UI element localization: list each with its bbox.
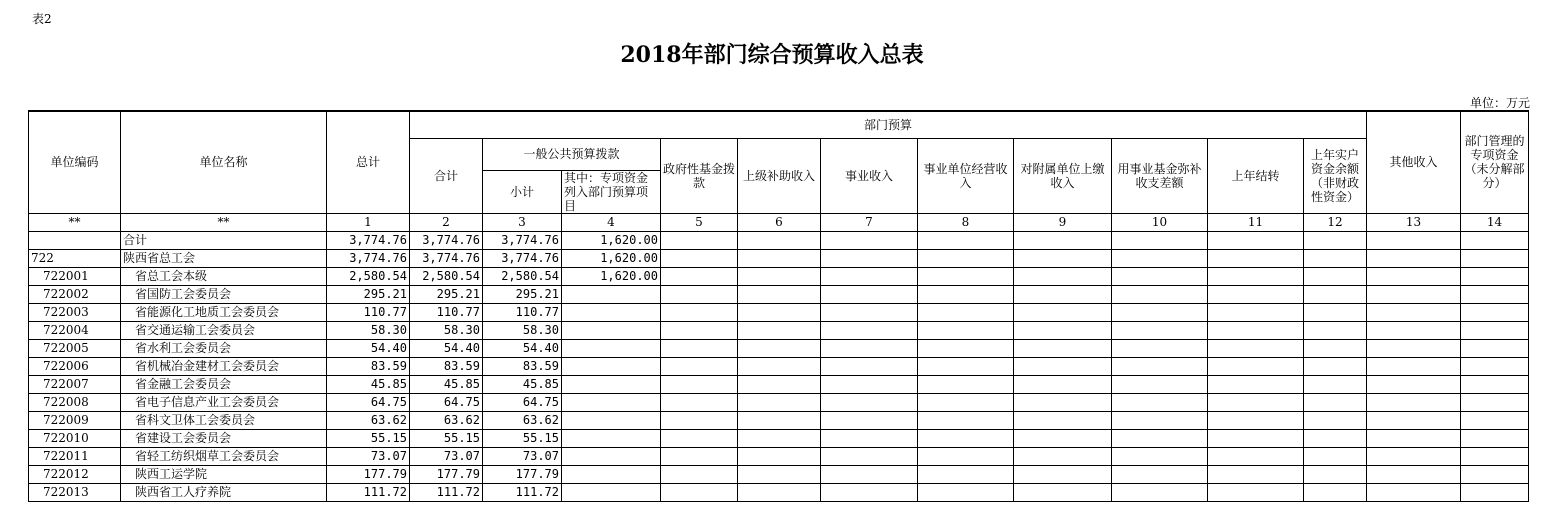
- empty-cell: [821, 357, 918, 375]
- empty-cell: [821, 429, 918, 447]
- empty-cell: [661, 285, 738, 303]
- sum-cell: 64.75: [410, 393, 483, 411]
- unit-code-cell: 722005: [29, 339, 121, 357]
- empty-cell: [1208, 339, 1304, 357]
- sum-cell: 73.07: [410, 447, 483, 465]
- subtotal-cell: 55.15: [483, 429, 562, 447]
- empty-cell: [1367, 483, 1461, 501]
- empty-cell: [661, 483, 738, 501]
- sum-cell: 3,774.76: [410, 249, 483, 267]
- empty-cell: [1112, 285, 1208, 303]
- empty-cell: [1367, 231, 1461, 249]
- header-business-income: 事业收入: [821, 138, 918, 213]
- subtotal-cell: 54.40: [483, 339, 562, 357]
- special-funds-cell: [562, 411, 661, 429]
- total-cell: 54.40: [327, 339, 410, 357]
- empty-cell: [738, 321, 821, 339]
- unit-code-cell: 722004: [29, 321, 121, 339]
- special-funds-cell: 1,620.00: [562, 231, 661, 249]
- empty-cell: [1208, 357, 1304, 375]
- total-cell: 83.59: [327, 357, 410, 375]
- header-sum: 合计: [410, 138, 483, 213]
- empty-cell: [661, 465, 738, 483]
- empty-cell: [1461, 429, 1529, 447]
- empty-cell: [1367, 321, 1461, 339]
- empty-cell: [918, 321, 1014, 339]
- empty-cell: [1367, 447, 1461, 465]
- sum-cell: 295.21: [410, 285, 483, 303]
- empty-cell: [1367, 411, 1461, 429]
- empty-cell: [918, 429, 1014, 447]
- sum-cell: 45.85: [410, 375, 483, 393]
- total-cell: 55.15: [327, 429, 410, 447]
- unit-name-cell: 省建设工会委员会: [121, 429, 327, 447]
- empty-cell: [661, 267, 738, 285]
- table-row: [29, 465, 1529, 483]
- empty-cell: [1112, 339, 1208, 357]
- empty-cell: [1304, 339, 1367, 357]
- unit-name-cell: 省轻工纺织烟草工会委员会: [121, 447, 327, 465]
- empty-cell: [918, 249, 1014, 267]
- empty-cell: [738, 411, 821, 429]
- empty-cell: [1461, 357, 1529, 375]
- unit-label: 单位：万元: [1469, 96, 1530, 110]
- empty-cell: [1014, 393, 1112, 411]
- empty-cell: [738, 357, 821, 375]
- empty-cell: [1014, 285, 1112, 303]
- empty-cell: [1208, 447, 1304, 465]
- empty-cell: [1461, 321, 1529, 339]
- subtotal-cell: 177.79: [483, 465, 562, 483]
- header-special-funds: 其中：专项资金列入部门预算项目: [562, 170, 661, 213]
- column-index-cell: 4: [562, 213, 661, 231]
- empty-cell: [918, 375, 1014, 393]
- sum-cell: 83.59: [410, 357, 483, 375]
- empty-cell: [1461, 339, 1529, 357]
- header-affiliated-income: 对附属单位上缴收入: [1014, 138, 1112, 213]
- empty-cell: [821, 375, 918, 393]
- empty-cell: [1014, 411, 1112, 429]
- header-total: 总计: [327, 111, 410, 213]
- empty-cell: [1367, 465, 1461, 483]
- subtotal-cell: 295.21: [483, 285, 562, 303]
- empty-cell: [1367, 429, 1461, 447]
- empty-cell: [918, 357, 1014, 375]
- empty-cell: [821, 303, 918, 321]
- empty-cell: [661, 231, 738, 249]
- empty-cell: [738, 231, 821, 249]
- empty-cell: [821, 339, 918, 357]
- total-cell: 3,774.76: [327, 231, 410, 249]
- budget-table: [28, 110, 1529, 502]
- sum-cell: 110.77: [410, 303, 483, 321]
- empty-cell: [1304, 321, 1367, 339]
- column-index-cell: 14: [1461, 213, 1529, 231]
- empty-cell: [918, 285, 1014, 303]
- total-cell: 177.79: [327, 465, 410, 483]
- empty-cell: [1112, 231, 1208, 249]
- unit-name-cell: 陕西工运学院: [121, 465, 327, 483]
- empty-cell: [1304, 357, 1367, 375]
- empty-cell: [1304, 375, 1367, 393]
- column-index-cell: **: [121, 213, 327, 231]
- empty-cell: [1112, 375, 1208, 393]
- empty-cell: [1208, 465, 1304, 483]
- table-row: [29, 231, 1529, 249]
- empty-cell: [661, 429, 738, 447]
- empty-cell: [918, 267, 1014, 285]
- empty-cell: [738, 249, 821, 267]
- header-business-unit-income: 事业单位经营收入: [918, 138, 1014, 213]
- empty-cell: [821, 393, 918, 411]
- total-cell: 73.07: [327, 447, 410, 465]
- unit-name-cell: 省交通运输工会委员会: [121, 321, 327, 339]
- empty-cell: [821, 447, 918, 465]
- special-funds-cell: [562, 393, 661, 411]
- empty-cell: [1304, 231, 1367, 249]
- empty-cell: [1208, 285, 1304, 303]
- empty-cell: [1461, 483, 1529, 501]
- empty-cell: [661, 411, 738, 429]
- empty-cell: [1112, 465, 1208, 483]
- empty-cell: [1304, 447, 1367, 465]
- empty-cell: [1304, 393, 1367, 411]
- empty-cell: [918, 411, 1014, 429]
- subtotal-cell: 45.85: [483, 375, 562, 393]
- empty-cell: [1208, 483, 1304, 501]
- empty-cell: [821, 483, 918, 501]
- total-cell: 64.75: [327, 393, 410, 411]
- table-row: [29, 285, 1529, 303]
- unit-code-cell: 722010: [29, 429, 121, 447]
- empty-cell: [1367, 339, 1461, 357]
- empty-cell: [1208, 249, 1304, 267]
- empty-cell: [1112, 429, 1208, 447]
- empty-cell: [821, 321, 918, 339]
- header-code: 单位编码: [29, 111, 121, 213]
- empty-cell: [918, 393, 1014, 411]
- table-row: [29, 357, 1529, 375]
- header-subtotal: 小计: [483, 170, 562, 213]
- empty-cell: [918, 339, 1014, 357]
- unit-name-cell: 省总工会本级: [121, 267, 327, 285]
- empty-cell: [1208, 231, 1304, 249]
- empty-cell: [821, 267, 918, 285]
- special-funds-cell: 1,620.00: [562, 249, 661, 267]
- table-row: [29, 303, 1529, 321]
- subtotal-cell: 3,774.76: [483, 249, 562, 267]
- unit-code-cell: 722006: [29, 357, 121, 375]
- empty-cell: [738, 303, 821, 321]
- subtotal-cell: 64.75: [483, 393, 562, 411]
- unit-code-cell: 722013: [29, 483, 121, 501]
- unit-name-cell: 省能源化工地质工会委员会: [121, 303, 327, 321]
- subtotal-cell: 110.77: [483, 303, 562, 321]
- total-cell: 45.85: [327, 375, 410, 393]
- column-index-cell: 13: [1367, 213, 1461, 231]
- column-index-cell: 5: [661, 213, 738, 231]
- subtotal-cell: 73.07: [483, 447, 562, 465]
- empty-cell: [1304, 249, 1367, 267]
- subtotal-cell: 83.59: [483, 357, 562, 375]
- empty-cell: [1367, 357, 1461, 375]
- empty-cell: [738, 429, 821, 447]
- empty-cell: [1014, 429, 1112, 447]
- empty-cell: [661, 447, 738, 465]
- empty-cell: [738, 393, 821, 411]
- total-cell: 3,774.76: [327, 249, 410, 267]
- special-funds-cell: [562, 375, 661, 393]
- empty-cell: [1208, 411, 1304, 429]
- table-row: [29, 249, 1529, 267]
- empty-cell: [1112, 447, 1208, 465]
- empty-cell: [918, 447, 1014, 465]
- column-index-cell: 9: [1014, 213, 1112, 231]
- empty-cell: [1014, 375, 1112, 393]
- unit-name-cell: 省科文卫体工会委员会: [121, 411, 327, 429]
- empty-cell: [738, 339, 821, 357]
- empty-cell: [1461, 249, 1529, 267]
- sum-cell: 55.15: [410, 429, 483, 447]
- sum-cell: 111.72: [410, 483, 483, 501]
- unit-code-cell: 722009: [29, 411, 121, 429]
- empty-cell: [918, 483, 1014, 501]
- header-gov-fund: 政府性基金拨款: [661, 138, 738, 213]
- empty-cell: [918, 465, 1014, 483]
- empty-cell: [821, 285, 918, 303]
- unit-code-cell: 722007: [29, 375, 121, 393]
- empty-cell: [1014, 339, 1112, 357]
- sum-cell: 177.79: [410, 465, 483, 483]
- empty-cell: [1461, 231, 1529, 249]
- empty-cell: [738, 375, 821, 393]
- column-index-cell: 12: [1304, 213, 1367, 231]
- empty-cell: [1014, 357, 1112, 375]
- empty-cell: [1304, 303, 1367, 321]
- empty-cell: [1112, 249, 1208, 267]
- sum-cell: 63.62: [410, 411, 483, 429]
- unit-code-cell: [29, 231, 121, 249]
- special-funds-cell: [562, 465, 661, 483]
- empty-cell: [1461, 303, 1529, 321]
- empty-cell: [1208, 303, 1304, 321]
- subtotal-cell: 3,774.76: [483, 231, 562, 249]
- unit-name-cell: 合计: [121, 231, 327, 249]
- total-cell: 63.62: [327, 411, 410, 429]
- empty-cell: [1112, 483, 1208, 501]
- total-cell: 111.72: [327, 483, 410, 501]
- empty-cell: [738, 447, 821, 465]
- page-title: 2018年部门综合预算收入总表: [620, 42, 924, 68]
- header-fund-offset: 用事业基金弥补收支差额: [1112, 138, 1208, 213]
- unit-name-cell: 陕西省总工会: [121, 249, 327, 267]
- empty-cell: [1367, 393, 1461, 411]
- column-index-cell: 3: [483, 213, 562, 231]
- subtotal-cell: 111.72: [483, 483, 562, 501]
- empty-cell: [1461, 267, 1529, 285]
- empty-cell: [1304, 483, 1367, 501]
- empty-cell: [1304, 411, 1367, 429]
- special-funds-cell: [562, 321, 661, 339]
- special-funds-cell: [562, 429, 661, 447]
- empty-cell: [1208, 429, 1304, 447]
- subtotal-cell: 63.62: [483, 411, 562, 429]
- empty-cell: [661, 357, 738, 375]
- empty-cell: [1014, 447, 1112, 465]
- empty-cell: [1461, 465, 1529, 483]
- special-funds-cell: [562, 285, 661, 303]
- empty-cell: [1014, 465, 1112, 483]
- special-funds-cell: [562, 339, 661, 357]
- special-funds-cell: 1,620.00: [562, 267, 661, 285]
- empty-cell: [1208, 267, 1304, 285]
- empty-cell: [821, 465, 918, 483]
- unit-name-cell: 省水利工会委员会: [121, 339, 327, 357]
- empty-cell: [738, 465, 821, 483]
- subtotal-cell: 58.30: [483, 321, 562, 339]
- unit-name-cell: 陕西省工人疗养院: [121, 483, 327, 501]
- unit-name-cell: 省国防工会委员会: [121, 285, 327, 303]
- empty-cell: [1367, 267, 1461, 285]
- empty-cell: [821, 249, 918, 267]
- column-index-cell: 2: [410, 213, 483, 231]
- empty-cell: [661, 321, 738, 339]
- empty-cell: [661, 249, 738, 267]
- empty-cell: [1014, 321, 1112, 339]
- empty-cell: [1014, 231, 1112, 249]
- table-row: [29, 429, 1529, 447]
- column-index-cell: 8: [918, 213, 1014, 231]
- empty-cell: [661, 375, 738, 393]
- empty-cell: [1367, 303, 1461, 321]
- sum-cell: 54.40: [410, 339, 483, 357]
- column-index-cell: 10: [1112, 213, 1208, 231]
- header-upper-subsidy: 上级补助收入: [738, 138, 821, 213]
- empty-cell: [1112, 321, 1208, 339]
- empty-cell: [1014, 249, 1112, 267]
- sum-cell: 2,580.54: [410, 267, 483, 285]
- empty-cell: [1112, 357, 1208, 375]
- empty-cell: [821, 231, 918, 249]
- unit-code-cell: 722: [29, 249, 121, 267]
- empty-cell: [1112, 303, 1208, 321]
- empty-cell: [1367, 285, 1461, 303]
- empty-cell: [918, 303, 1014, 321]
- empty-cell: [1112, 393, 1208, 411]
- empty-cell: [1208, 375, 1304, 393]
- total-cell: 58.30: [327, 321, 410, 339]
- unit-code-cell: 722008: [29, 393, 121, 411]
- sum-cell: 3,774.76: [410, 231, 483, 249]
- empty-cell: [738, 267, 821, 285]
- header-carryover: 上年结转: [1208, 138, 1304, 213]
- empty-cell: [1304, 465, 1367, 483]
- table-row: [29, 447, 1529, 465]
- table-row: [29, 375, 1529, 393]
- special-funds-cell: [562, 303, 661, 321]
- empty-cell: [1461, 393, 1529, 411]
- unit-code-cell: 722003: [29, 303, 121, 321]
- header-prior-balance: 上年实户资金余额（非财政性资金）: [1304, 138, 1367, 213]
- special-funds-cell: [562, 357, 661, 375]
- empty-cell: [661, 393, 738, 411]
- header-other-income: 其他收入: [1367, 111, 1461, 213]
- empty-cell: [1014, 483, 1112, 501]
- special-funds-cell: [562, 483, 661, 501]
- unit-name-cell: 省电子信息产业工会委员会: [121, 393, 327, 411]
- empty-cell: [1367, 249, 1461, 267]
- empty-cell: [738, 285, 821, 303]
- table-row: [29, 483, 1529, 501]
- total-cell: 110.77: [327, 303, 410, 321]
- unit-name-cell: 省金融工会委员会: [121, 375, 327, 393]
- column-index-cell: 6: [738, 213, 821, 231]
- index-row: [29, 213, 1529, 231]
- empty-cell: [1304, 285, 1367, 303]
- column-index-cell: 7: [821, 213, 918, 231]
- table-row: [29, 411, 1529, 429]
- header-name: 单位名称: [121, 111, 327, 213]
- sheet-tag: 表2: [32, 12, 52, 26]
- empty-cell: [1461, 411, 1529, 429]
- header-dept-managed: 部门管理的专项资金（未分解部分）: [1461, 111, 1529, 213]
- total-cell: 295.21: [327, 285, 410, 303]
- table-header: [29, 111, 1529, 231]
- table-body: [29, 231, 1529, 501]
- special-funds-cell: [562, 447, 661, 465]
- empty-cell: [1304, 267, 1367, 285]
- empty-cell: [738, 483, 821, 501]
- table-row: [29, 267, 1529, 285]
- header-dept-budget: 部门预算: [410, 111, 1367, 138]
- empty-cell: [1461, 285, 1529, 303]
- empty-cell: [1461, 447, 1529, 465]
- empty-cell: [1112, 267, 1208, 285]
- empty-cell: [918, 231, 1014, 249]
- unit-name-cell: 省机械冶金建材工会委员会: [121, 357, 327, 375]
- subtotal-cell: 2,580.54: [483, 267, 562, 285]
- column-index-cell: **: [29, 213, 121, 231]
- empty-cell: [661, 303, 738, 321]
- unit-code-cell: 722012: [29, 465, 121, 483]
- column-index-cell: 1: [327, 213, 410, 231]
- empty-cell: [1014, 267, 1112, 285]
- sum-cell: 58.30: [410, 321, 483, 339]
- unit-code-cell: 722002: [29, 285, 121, 303]
- empty-cell: [1461, 375, 1529, 393]
- column-index-cell: 11: [1208, 213, 1304, 231]
- empty-cell: [661, 339, 738, 357]
- header-general-public: 一般公共预算拨款: [483, 138, 661, 170]
- empty-cell: [1014, 303, 1112, 321]
- table-row: [29, 321, 1529, 339]
- empty-cell: [821, 411, 918, 429]
- unit-code-cell: 722011: [29, 447, 121, 465]
- total-cell: 2,580.54: [327, 267, 410, 285]
- empty-cell: [1208, 393, 1304, 411]
- unit-code-cell: 722001: [29, 267, 121, 285]
- empty-cell: [1304, 429, 1367, 447]
- table-row: [29, 393, 1529, 411]
- empty-cell: [1112, 411, 1208, 429]
- table-row: [29, 339, 1529, 357]
- empty-cell: [1367, 375, 1461, 393]
- empty-cell: [1208, 321, 1304, 339]
